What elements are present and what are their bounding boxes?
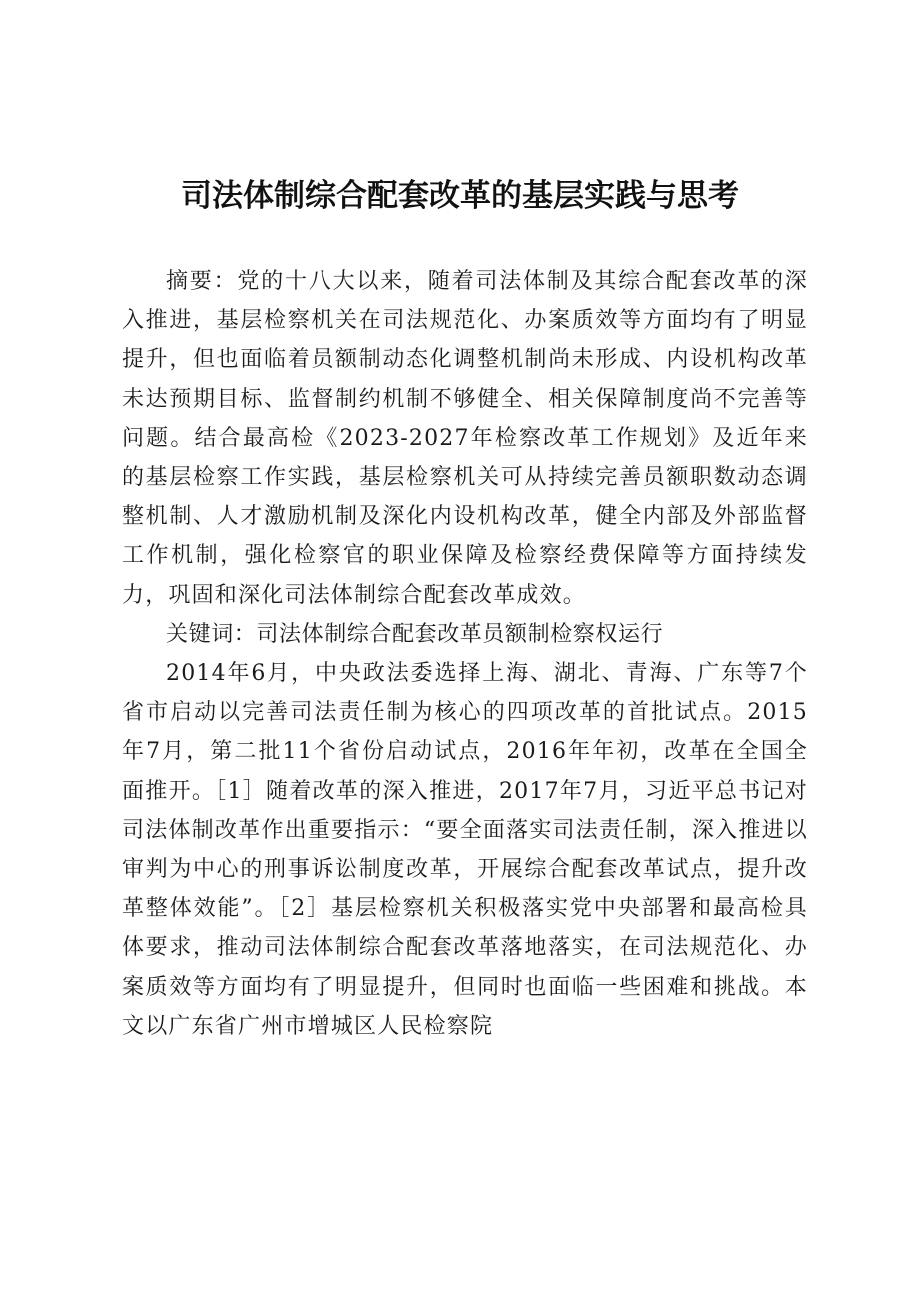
- document-title: 司法体制综合配套改革的基层实践与思考: [181, 178, 739, 214]
- abstract-paragraph: 摘要：党的十八大以来，随着司法体制及其综合配套改革的深入推进，基层检察机关在司法规范化、办案质效等方面均有了明显提升，但也面临着员额制动态化调整机制尚未形成、内设机构改革未达预期目标、监督制约机制不够健全、相关保障制度尚不完善等问题。结合最高检《2023-2027年检察改革工作规划》及近年来的基层检察工作实践，基层检察机关可从持续完善员额职数动态调整机制、人才激励机制及深化内设机构改革，健全内部及外部监督工作机制，强化检察官的职业保障及检察经费保障等方面持续发力，巩固和深化司法体制综合配套改革成效。: [122, 269, 808, 608]
- body-paragraph-1: 2014年6月，中央政法委选择上海、湖北、青海、广东等7个省市启动以完善司法责任制为核心的四项改革的首批试点。2015年7月，第二批11个省份启动试点，2016年年初，改革在全国全面推开。［1］随着改革的深入推进，2017年7月，习近平总书记对司法体制改革作出重要指示：“要全面落实司法责任制，深入推进以审判为中心的刑事诉讼制度改革，开展综合配套改革试点，提升改革整体效能”。［2］基层检察机关积极落实党中央部署和最高检具体要求，推动司法体制综合配套改革落地落实，在司法规范化、办案质效等方面均有了明显提升，但同时也面临一些困难和挑战。本文以广东省广州市增城区人民检察院: [122, 661, 808, 1039]
- keywords-line: 关键词：司法体制综合配套改革员额制检察权运行: [166, 621, 664, 647]
- document-body: [122, 262, 808, 1046]
